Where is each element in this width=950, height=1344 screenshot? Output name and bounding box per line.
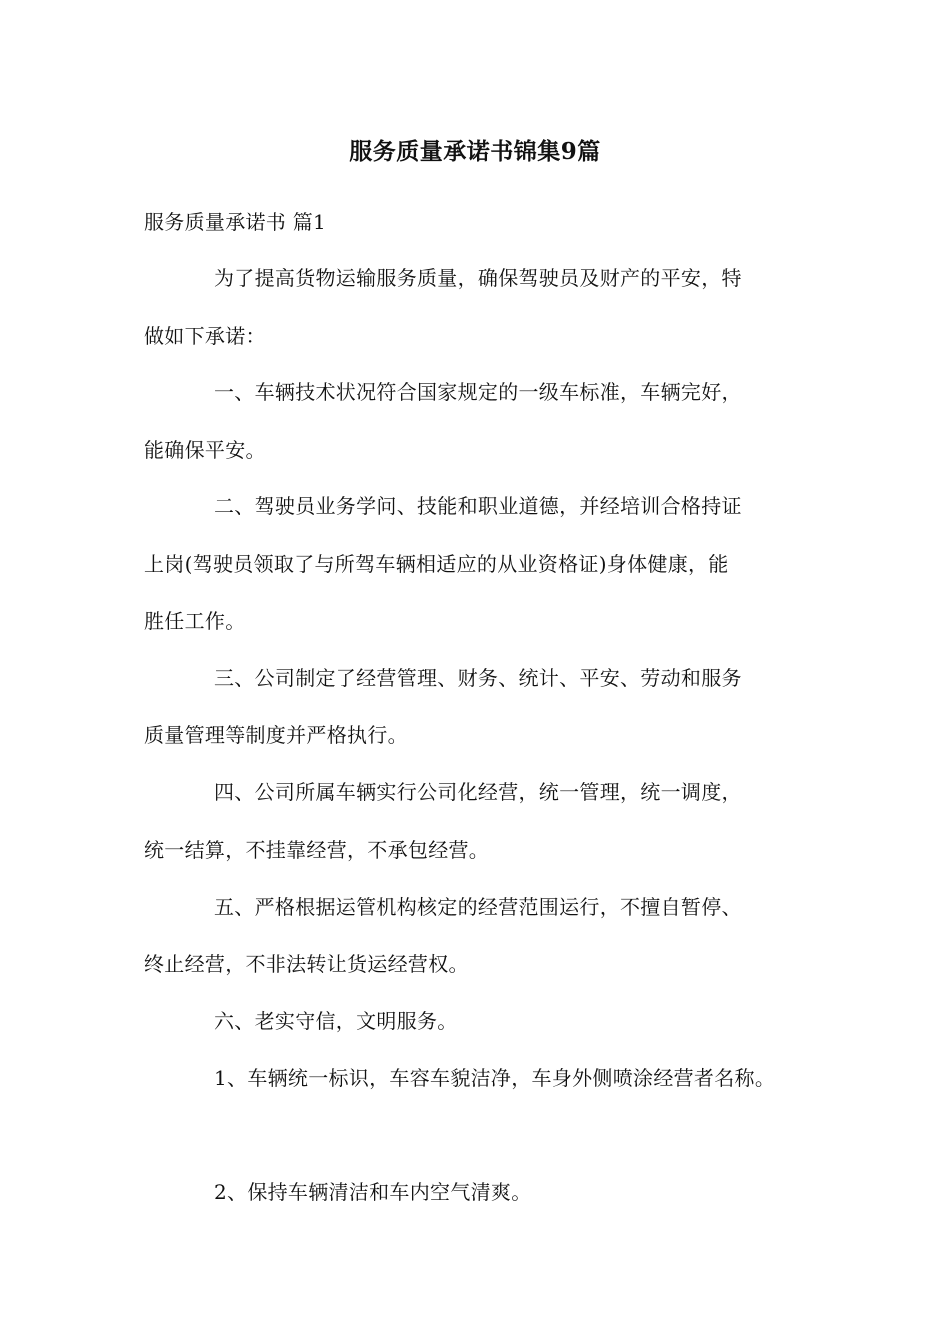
document-title: 服务质量承诺书锦集9篇 bbox=[349, 138, 601, 165]
paragraph-line: 四、公司所属车辆实行公司化经营，统一管理，统一调度， bbox=[214, 780, 742, 804]
paragraph-line: 六、老实守信，文明服务。 bbox=[214, 1009, 458, 1033]
paragraph-line: 二、驾驶员业务学问、技能和职业道德，并经培训合格持证 bbox=[214, 494, 742, 518]
paragraph-line: 终止经营，不非法转让货运经营权。 bbox=[144, 952, 469, 976]
paragraph-line: 为了提高货物运输服务质量，确保驾驶员及财产的平安，特 bbox=[214, 266, 742, 290]
paragraph-line: 1、车辆统一标识，车容车貌洁净，车身外侧喷涂经营者名称。 bbox=[214, 1066, 776, 1090]
paragraph-line: 做如下承诺： bbox=[144, 324, 266, 348]
section-heading: 服务质量承诺书 篇1 bbox=[144, 210, 327, 234]
paragraph-line: 三、公司制定了经营管理、财务、统计、平安、劳动和服务 bbox=[214, 666, 742, 690]
paragraph-line: 2、保持车辆清洁和车内空气清爽。 bbox=[214, 1180, 532, 1204]
paragraph-line: 上岗(驾驶员领取了与所驾车辆相适应的从业资格证)身体健康，能 bbox=[144, 552, 729, 576]
paragraph-line: 胜任工作。 bbox=[144, 609, 246, 633]
paragraph-line: 统一结算，不挂靠经营，不承包经营。 bbox=[144, 838, 490, 862]
paragraph-line: 五、严格根据运管机构核定的经营范围运行，不擅自暂停、 bbox=[214, 895, 742, 919]
paragraph-line: 质量管理等制度并严格执行。 bbox=[144, 723, 408, 747]
paragraph-line: 能确保平安。 bbox=[144, 438, 266, 462]
paragraph-line: 一、车辆技术状况符合国家规定的一级车标准，车辆完好， bbox=[214, 380, 742, 404]
